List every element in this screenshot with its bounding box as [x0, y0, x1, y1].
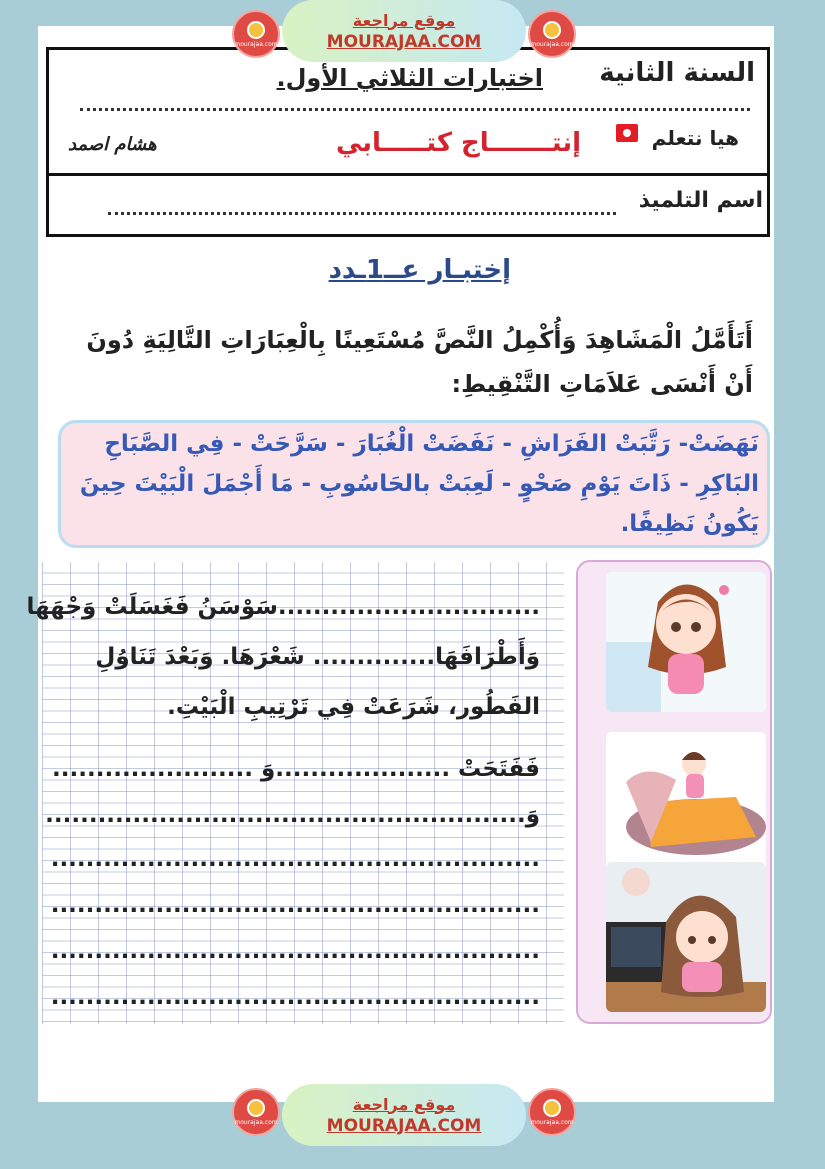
tests-title: اختبارات الثلاثي الأول. — [276, 64, 543, 92]
school-year: السنة الثانية — [599, 58, 755, 88]
phrases-text: نَهَضَتْ- رَتَّبَتْ الفَرَاشِ - نَفَضَتْ الْغُبَارَ - سَرَّحَتْ - فِي الصَّبَاحِ البَاكِرِ - ذَاتَ يَوْمِ صَحْوٍ - لَعِبَتْ بالحَاسُوبِ - مَا أَجْمَلَ الْبَيْتَ حِينَ يَكُونُ نَظِيفًا. — [79, 431, 759, 537]
banner-latin: MOURAJAA.COM — [326, 1115, 482, 1136]
text-line: الفَطُور، شَرَعَتْ فِي تَرْتِيبِ الْبَيْتِ. — [167, 694, 540, 720]
text-line[interactable]: ........................................................ — [50, 846, 540, 872]
student-name-label: اسم التلميذ — [638, 188, 763, 213]
text-line[interactable]: ........................................................ — [50, 938, 540, 964]
text-line[interactable]: وَأَطْرَافَهَا.............. شَعْرَهَا. وَبَعْدَ تَنَاوُلِ — [95, 644, 540, 670]
header-divider — [80, 108, 750, 111]
site-logo-icon: mourajaa.com — [232, 10, 280, 58]
site-banner-top[interactable] — [282, 0, 526, 62]
girl-washing-face-image — [606, 572, 766, 712]
author-signature: هشام اصمد — [68, 134, 157, 155]
site-logo-icon: mourajaa.com — [528, 10, 576, 58]
banner-arabic: موقع مراجعة — [352, 1094, 456, 1114]
site-banner-bottom[interactable] — [282, 1084, 526, 1146]
text-line[interactable]: وَ....................................................... — [45, 802, 540, 828]
flag-icon — [616, 124, 638, 142]
text-line[interactable]: ..............................سَوْسَنُ فَغَسَلَتْ وَجْهَهَا — [26, 594, 540, 620]
header-separator — [46, 173, 770, 176]
girl-making-bed-image — [606, 732, 766, 872]
illustrations-panel — [576, 560, 772, 1024]
instruction-text: أَتَأَمَّلُ الْمَشَاهِدَ وَأُكْمِلُ النَّصَّ مُسْتَعِينًا بِالْعِبَارَاتِ التَّالِيَةِ دُونَ أَنْ أَنْسَى عَلاَمَاتِ التَّنْقِيطِ: — [86, 326, 753, 398]
site-logo-icon: mourajaa.com — [232, 1088, 280, 1136]
site-logo-icon: mourajaa.com — [528, 1088, 576, 1136]
lets-learn-label: هيا نتعلم — [651, 126, 739, 150]
girl-at-computer-image — [606, 862, 766, 1012]
text-line[interactable]: ........................................................ — [50, 984, 540, 1010]
text-line[interactable]: فَفَتَحَتْ ....................وَ ....................... — [52, 756, 540, 782]
text-line[interactable]: ........................................................ — [50, 892, 540, 918]
student-name-field[interactable] — [108, 212, 616, 215]
subject-title: إنتـــــــاج كتـــــابي — [335, 128, 581, 158]
banner-latin: MOURAJAA.COM — [326, 31, 482, 52]
test-title: إختبـار عــ1ـدد — [328, 255, 511, 285]
banner-arabic: موقع مراجعة — [352, 10, 456, 30]
